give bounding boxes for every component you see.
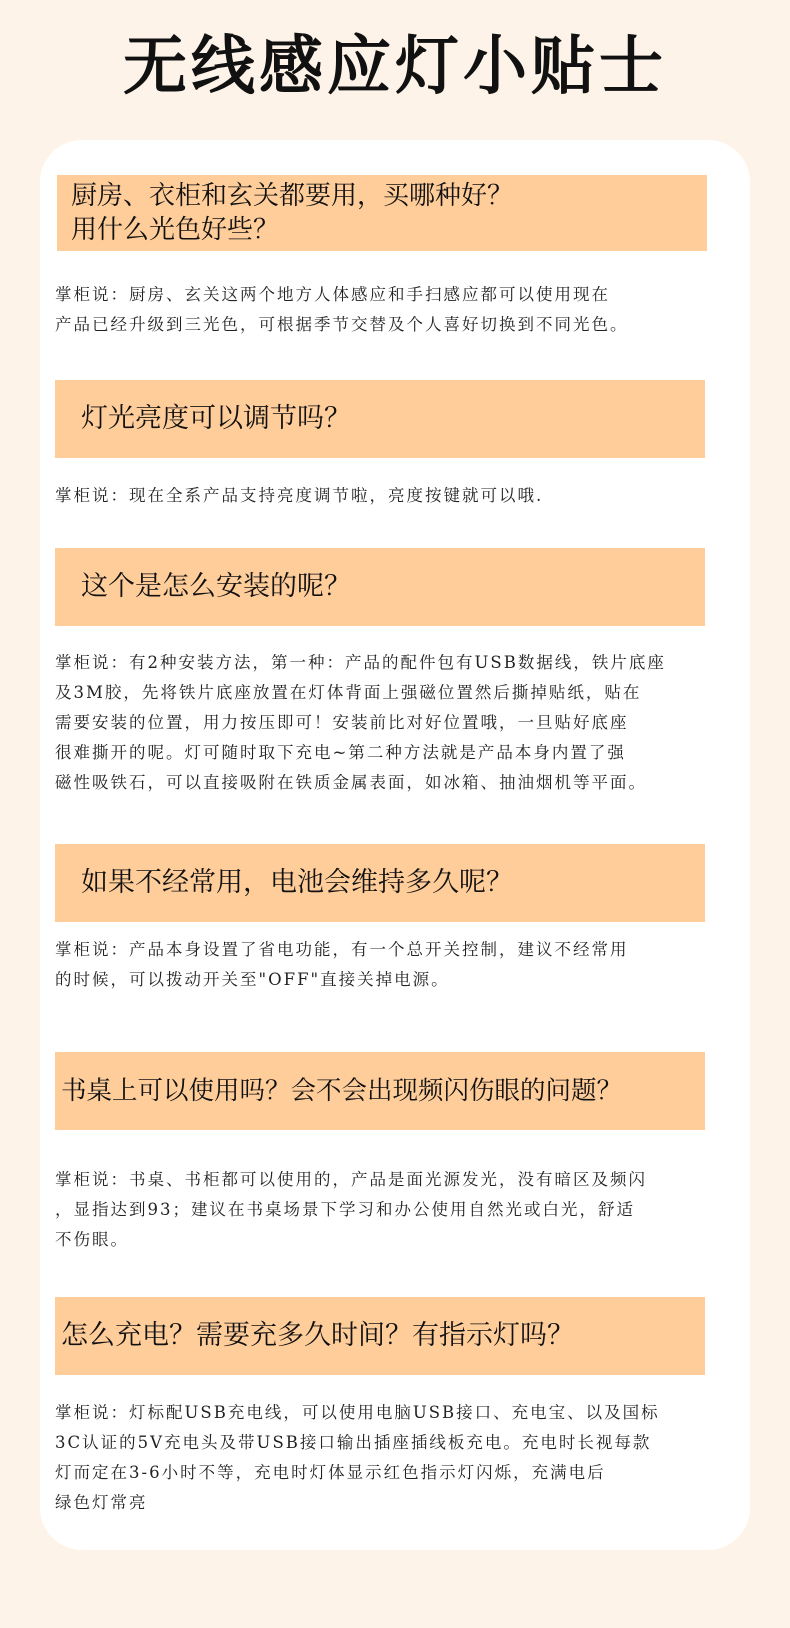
- faq-question-6-line-1: 怎么充电？需要充多久时间？有指示灯吗？: [61, 1320, 574, 1351]
- faq-answer-5-line-1: 掌柜说：书桌、书柜都可以使用的，产品是面光源发光，没有暗区及频闪: [55, 1170, 647, 1189]
- faq-answer-3-line-2: 及3M胶，先将铁片底座放置在灯体背面上强磁位置然后撕掉贴纸，贴在: [55, 683, 642, 702]
- faq-question-5: [55, 1052, 705, 1130]
- faq-answer-3-line-3: 需要安装的位置，用力按压即可！安装前比对好位置哦，一旦贴好底座: [55, 713, 629, 732]
- faq-question-1: [57, 175, 707, 251]
- faq-question-1-line-1: 厨房、衣柜和玄关都要用，买哪种好？: [71, 181, 514, 211]
- page-title: 无线感应灯小贴士: [123, 30, 667, 104]
- faq-answer-6-line-2: 3C认证的5V充电头及带USB接口输出插座插线板充电。充电时长视每款: [55, 1433, 652, 1452]
- faq-answer-4-line-1: 掌柜说：产品本身设置了省电功能，有一个总开关控制，建议不经常用: [55, 940, 629, 959]
- faq-answer-5-line-2: ，显指达到93；建议在书桌场景下学习和办公使用自然光或白光，舒适: [55, 1200, 635, 1219]
- faq-answer-6-line-4: 绿色灯常亮: [55, 1493, 148, 1512]
- faq-answer-3-line-1: 掌柜说：有2种安装方法，第一种：产品的配件包有USB数据线，铁片底座: [55, 653, 666, 672]
- faq-answer-1-line-2: 产品已经升级到三光色，可根据季节交替及个人喜好切换到不同光色。: [55, 315, 629, 334]
- faq-answer-6: [55, 1398, 660, 1518]
- faq-question-1-line-2: 用什么光色好些？: [71, 215, 280, 245]
- faq-question-5-line-1: 书桌上可以使用吗？会不会出现频闪伤眼的问题？: [61, 1076, 623, 1106]
- faq-question-4-line-1: 如果不经常用，电池会维持多久呢？: [81, 867, 513, 898]
- faq-question-2: [55, 380, 705, 458]
- faq-answer-1-line-1: 掌柜说：厨房、玄关这两个地方人体感应和手扫感应都可以使用现在: [55, 285, 610, 304]
- faq-question-3-line-1: 这个是怎么安装的呢？: [81, 571, 351, 602]
- faq-answer-3-line-4: 很难撕开的呢。灯可随时取下充电~第二种方法就是产品本身内置了强: [55, 743, 626, 762]
- faq-question-6: [55, 1297, 705, 1375]
- faq-answer-6-line-1: 掌柜说：灯标配USB充电线，可以使用电脑USB接口、充电宝、以及国标: [55, 1403, 660, 1422]
- faq-answer-1: [55, 280, 629, 340]
- faq-question-2-line-1: 灯光亮度可以调节吗？: [81, 403, 351, 434]
- faq-answer-3-line-5: 磁性吸铁石，可以直接吸附在铁质金属表面，如冰箱、抽油烟机等平面。: [55, 773, 647, 792]
- faq-answer-2: [55, 481, 543, 511]
- faq-question-3: [55, 548, 705, 626]
- faq-answer-3: [55, 648, 666, 798]
- faq-answer-6-line-3: 灯而定在3-6小时不等，充电时灯体显示红色指示灯闪烁，充满电后: [55, 1463, 606, 1482]
- faq-answer-2-line-1: 掌柜说：现在全系产品支持亮度调节啦，亮度按键就可以哦.: [55, 486, 544, 505]
- faq-answer-5: [55, 1165, 647, 1255]
- faq-question-4: [55, 844, 705, 922]
- faq-answer-4-line-2: 的时候，可以拨动开关至"OFF"直接关掉电源。: [55, 970, 450, 989]
- faq-answer-4: [55, 935, 629, 995]
- faq-answer-5-line-3: 不伤眼。: [55, 1230, 129, 1249]
